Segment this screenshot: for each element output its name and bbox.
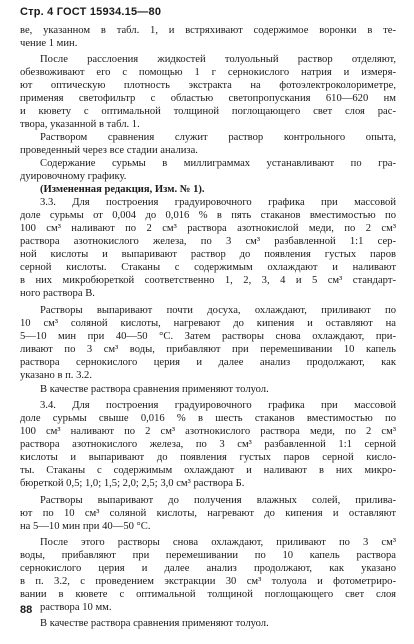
text-line: серной кислоты. Стаканы с содержимым охлаждают и наливают [20,262,396,273]
text-line: проведенный через все стадии анализа. [20,145,198,156]
text-line: После этого растворы снова охлаждают, приливают по 3 см³ [40,537,396,548]
text-line: ве, указанном в табл. 1, и встряхивают содержимое воронки в те- [20,25,396,36]
text-line: раствора азотнокислого железа, по 3 см³ разбавленной 1:1 сер- [20,236,396,247]
text-line: В качестве раствора сравнения применяют толуол. [40,618,269,629]
text-line: сернокислого церия и далее анализ продолжают, как указано [20,563,396,574]
text-line: раствора 10 мм. [40,602,112,613]
text-line: обезвоживают его с помощью 1 г сернокислого натрия и измеря- [20,67,396,78]
text-line: Растворы выпаривают до получения влажных солей, прилива- [40,495,396,506]
text-line: вании в кювете с оптимальной толщиной поглощающего свет слоя [20,589,396,600]
text-line: ют по 10 см³ соляной кислоты, нагревают до кипения и оставляют [20,508,396,519]
text-line: ного раствора В. [20,288,95,299]
text-line: 100 см³ наливают по 2 см³ азотнокислого раствора меди, по 2 см³ [20,426,396,437]
text-line: Раствором сравнения служит раствор контрольного опыта, [40,132,396,143]
amendment-note: (Измененная редакция, Изм. № 1). [40,184,205,195]
text-line: ливают по 3 см³ воды, прибавляют при перемешивании 10 капель [20,344,396,355]
text-line: бюреткой 0,5; 1,0; 1,5; 2,0; 2,5; 3,0 см³ раствора Б. [20,478,245,489]
page-number: 88 [20,604,33,616]
text-line: раствора сернокислого церия и далее анализ продолжают, как [20,357,396,368]
text-line: 5—10 мин при 40—50 °С. Затем растворы снова охлаждают, при- [20,331,396,342]
text-line: Содержание сурьмы в миллиграммах устанавливают по гра- [40,158,396,169]
text-line: ты. Стаканы с содержимым охлаждают и наливают в них микро- [20,465,396,476]
text-line: в них микробюреткой соответственно 1, 2, 3, 4 и 5 см³ стандарт- [20,275,396,286]
text-line: доле сурьмы свыше 0,016 % в шесть стаканов вместимостью по [20,413,396,424]
text-line: доле сурьмы от 0,004 до 0,016 % в пять стаканов вместимостью по [20,210,396,221]
text-line: После расслоения жидкостей толуольный раствор отделяют, [40,54,396,65]
text-line: твора, указанной в табл. 1. [20,119,140,130]
text-line: чение 1 мин. [20,38,78,49]
text-line: 3.4. Для построения градуировочного графика при массовой [40,400,396,411]
text-line: применяя светофильтр с областью светопропускания 610—620 нм [20,93,396,104]
text-line: в п. 3.2, с проведением экстракции 30 см³ толуола и фотометриро- [20,576,396,587]
text-line: ют оптическую плотность экстракта на фотоэлектроколориметре, [20,80,396,91]
text-line: и кювету с оптимальной толщиной поглощающего свет слоя рас- [20,106,396,117]
text-line: раствора азотнокислого железа, по 3 см³ разбавленной 1:1 серной [20,439,396,450]
text-line: Растворы выпаривают почти досуха, охлаждают, приливают по [40,305,396,316]
text-line: указано в п. 3.2. [20,370,92,381]
text-line: на 5—10 мин при 40—50 °С. [20,521,151,532]
text-line: ной кислоты и выпаривают раствор до появления густых паров [20,249,396,260]
text-line: воды, прибавляют при перемешивании по 10 капель раствора [20,550,396,561]
page-header: Стр. 4 ГОСТ 15934.15—80 [20,6,162,18]
text-line: В качестве раствора сравнения применяют толуол. [40,384,269,395]
text-line: 10 см³ соляной кислоты, нагревают до кипения и оставляют на [20,318,396,329]
text-line: кислоты и выпаривают до появления густых паров серной кисло- [20,452,396,463]
text-line: 100 см³ наливают по 2 см³ раствора азотнокислой меди, по 2 см³ [20,223,396,234]
text-line: дуировочному графику. [20,171,127,182]
text-line: 3.3. Для построения градуировочного графика при массовой [40,197,396,208]
